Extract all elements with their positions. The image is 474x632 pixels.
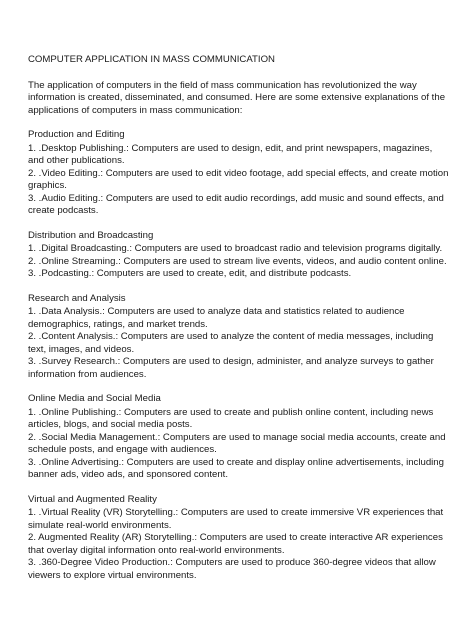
list-item: 2. .Content Analysis.: Computers are used to analyze the content of media messages, including text, images, and videos.	[28, 331, 434, 355]
list-item: 2. .Online Streaming.: Computers are used to stream live events, videos, and audio content online.	[28, 255, 447, 267]
section-research-analysis	[28, 293, 450, 382]
section-heading: Research and Analysis	[28, 292, 126, 304]
section-online-social-media	[28, 393, 450, 482]
list-item: 1. .Virtual Reality (VR) Storytelling.: Computers are used to create immersive VR experiences that simulate real-world environments.	[28, 507, 444, 531]
section-distribution-broadcasting	[28, 230, 450, 281]
section-heading: Distribution and Broadcasting	[28, 229, 154, 241]
document-title: COMPUTER APPLICATION IN MASS COMMUNICATION	[28, 54, 275, 65]
document-page	[28, 54, 450, 594]
list-item: 2. .Video Editing.: Computers are used to edit video footage, add special effects, and create motion graphics.	[28, 167, 449, 191]
list-item: 3. .Survey Research.: Computers are used to design, administer, and analyze surveys to gather information from audiences.	[28, 356, 434, 380]
list-item: 3. .360-Degree Video Production.: Computers are used to produce 360-degree videos that allow viewers to explore virtual environments.	[28, 557, 436, 581]
list-item: 3. .Podcasting.: Computers are used to create, edit, and distribute podcasts.	[28, 268, 352, 279]
intro-paragraph: The application of computers in the field of mass communication has revolutionized the way information is created, disseminated, and consumed. Here are some extensive explanations of the applications of computers in mass communication:	[28, 79, 446, 116]
list-item: 1. .Online Publishing.: Computers are used to create and publish online content, including news articles, blogs, and social media posts.	[28, 406, 434, 430]
section-heading: Production and Editing	[28, 129, 125, 140]
section-production-editing	[28, 129, 450, 218]
list-item: 3. .Online Advertising.: Computers are used to create and display online advertisements, including banner ads, video ads, and sponsored content.	[28, 456, 444, 480]
list-item: 1. .Desktop Publishing.: Computers are used to design, edit, and print newspapers, magazines, and other publications.	[28, 142, 433, 166]
list-item: 2. .Social Media Management.: Computers are used to manage social media accounts, create and schedule posts, and engage with audiences.	[28, 431, 446, 455]
section-heading: Virtual and Augmented Reality	[28, 493, 157, 505]
list-item: 2. Augmented Reality (AR) Storytelling.: Computers are used to create interactive AR experiences that overlay digital information onto real-world environments.	[28, 532, 443, 556]
list-item: 3. .Audio Editing.: Computers are used to edit audio recordings, add music and sound effects, and create podcasts.	[28, 192, 444, 216]
section-heading: Online Media and Social Media	[28, 393, 161, 404]
list-item: 1. .Data Analysis.: Computers are used to analyze data and statistics related to audience demographics, ratings, and market trends.	[28, 306, 405, 330]
section-virtual-augmented-reality	[28, 494, 450, 583]
list-item: 1. .Digital Broadcasting.: Computers are used to broadcast radio and television programs digitally.	[28, 243, 443, 254]
